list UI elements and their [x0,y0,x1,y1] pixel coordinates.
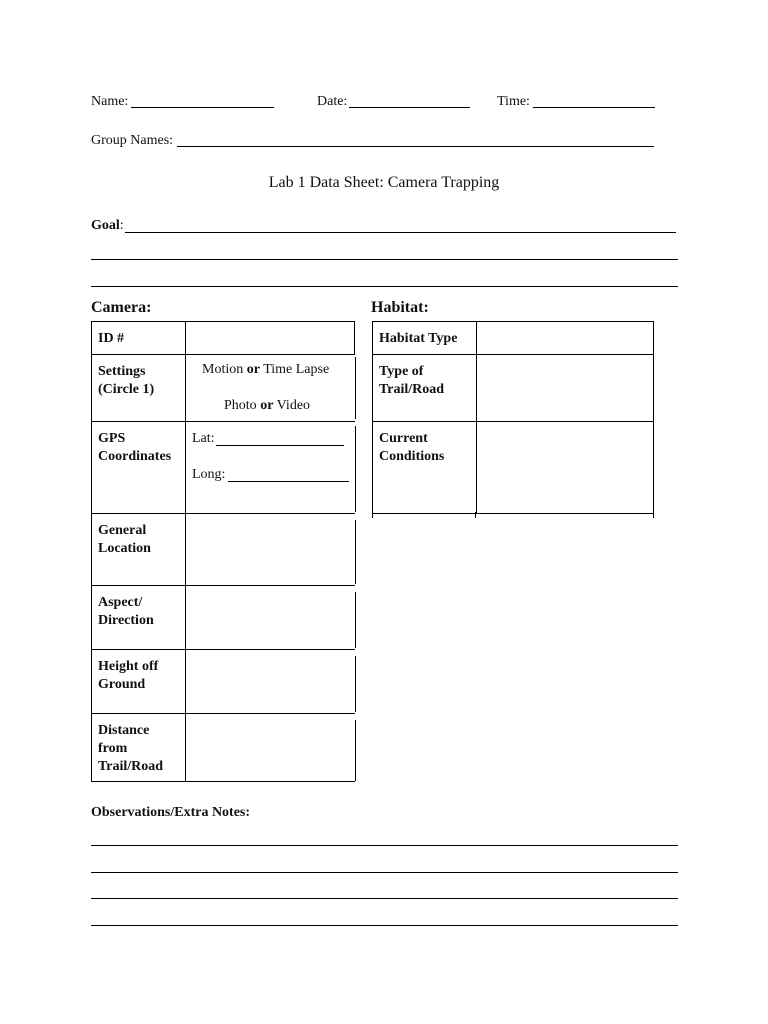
group-names-label: Group Names: [91,133,174,148]
id-value[interactable] [186,322,354,354]
settings-option-mode[interactable]: Motion or Time Lapse [202,362,330,377]
table-tick [653,512,654,518]
table-tick [475,512,476,518]
cell-border [355,720,356,781]
table-tick [372,512,373,518]
trail-type-label: Type of Trail/Road [373,355,477,421]
table-row [91,422,355,514]
notes-line-4[interactable] [91,925,678,926]
page-title: Lab 1 Data Sheet: Camera Trapping [268,174,500,191]
group-names-field[interactable] [177,146,654,147]
cell-border [355,656,356,712]
date-label: Date: [317,94,348,109]
table-row [91,586,355,650]
cell-border [355,592,356,648]
trail-type-value[interactable] [477,355,653,421]
camera-heading: Camera: [91,299,152,316]
table-row [91,322,355,355]
cell-border [355,520,356,584]
current-conditions-label: Current Conditions [373,422,477,513]
long-label: Long: [192,467,226,482]
habitat-type-label: Habitat Type [373,322,477,354]
table-row [372,322,654,355]
notes-line-1[interactable] [91,845,678,846]
cell-border [355,426,356,512]
date-field[interactable] [349,107,470,108]
goal-label: Goal: [91,218,124,233]
height-off-ground-label: Height off Ground [92,650,186,713]
camera-table [91,321,355,782]
height-off-ground-value[interactable] [186,650,356,713]
aspect-direction-value[interactable] [186,586,356,649]
settings-label: Settings (Circle 1) [92,355,186,421]
time-label: Time: [497,94,530,109]
goal-field-line-2[interactable] [91,259,678,260]
table-row [372,422,654,514]
settings-value [186,355,356,421]
settings-option-media[interactable]: Photo or Video [224,398,311,413]
notes-line-2[interactable] [91,872,678,873]
lat-label: Lat: [192,431,215,446]
name-field[interactable] [131,107,274,108]
general-location-label: General Location [92,514,186,585]
distance-from-trail-value[interactable] [186,714,356,781]
table-row [91,714,355,782]
current-conditions-value[interactable] [477,422,653,513]
distance-from-trail-label: Distance from Trail/Road [92,714,186,781]
table-row [91,650,355,714]
table-row [372,355,654,422]
general-location-value[interactable] [186,514,356,585]
lat-field[interactable] [216,445,344,446]
habitat-heading: Habitat: [371,299,429,316]
name-label: Name: [91,94,129,109]
table-row [91,355,355,422]
habitat-table [372,321,654,514]
id-label: ID # [92,322,186,354]
goal-field-line-1[interactable] [125,232,676,233]
aspect-direction-label: Aspect/ Direction [92,586,186,649]
goal-field-line-3[interactable] [91,286,678,287]
notes-line-3[interactable] [91,898,678,899]
cell-border [355,357,356,419]
observations-label: Observations/Extra Notes: [91,805,251,820]
time-field[interactable] [533,107,655,108]
gps-label: GPS Coordinates [92,422,186,513]
gps-value [186,422,356,513]
table-row [91,514,355,586]
habitat-type-value[interactable] [477,322,653,354]
long-field[interactable] [228,481,349,482]
